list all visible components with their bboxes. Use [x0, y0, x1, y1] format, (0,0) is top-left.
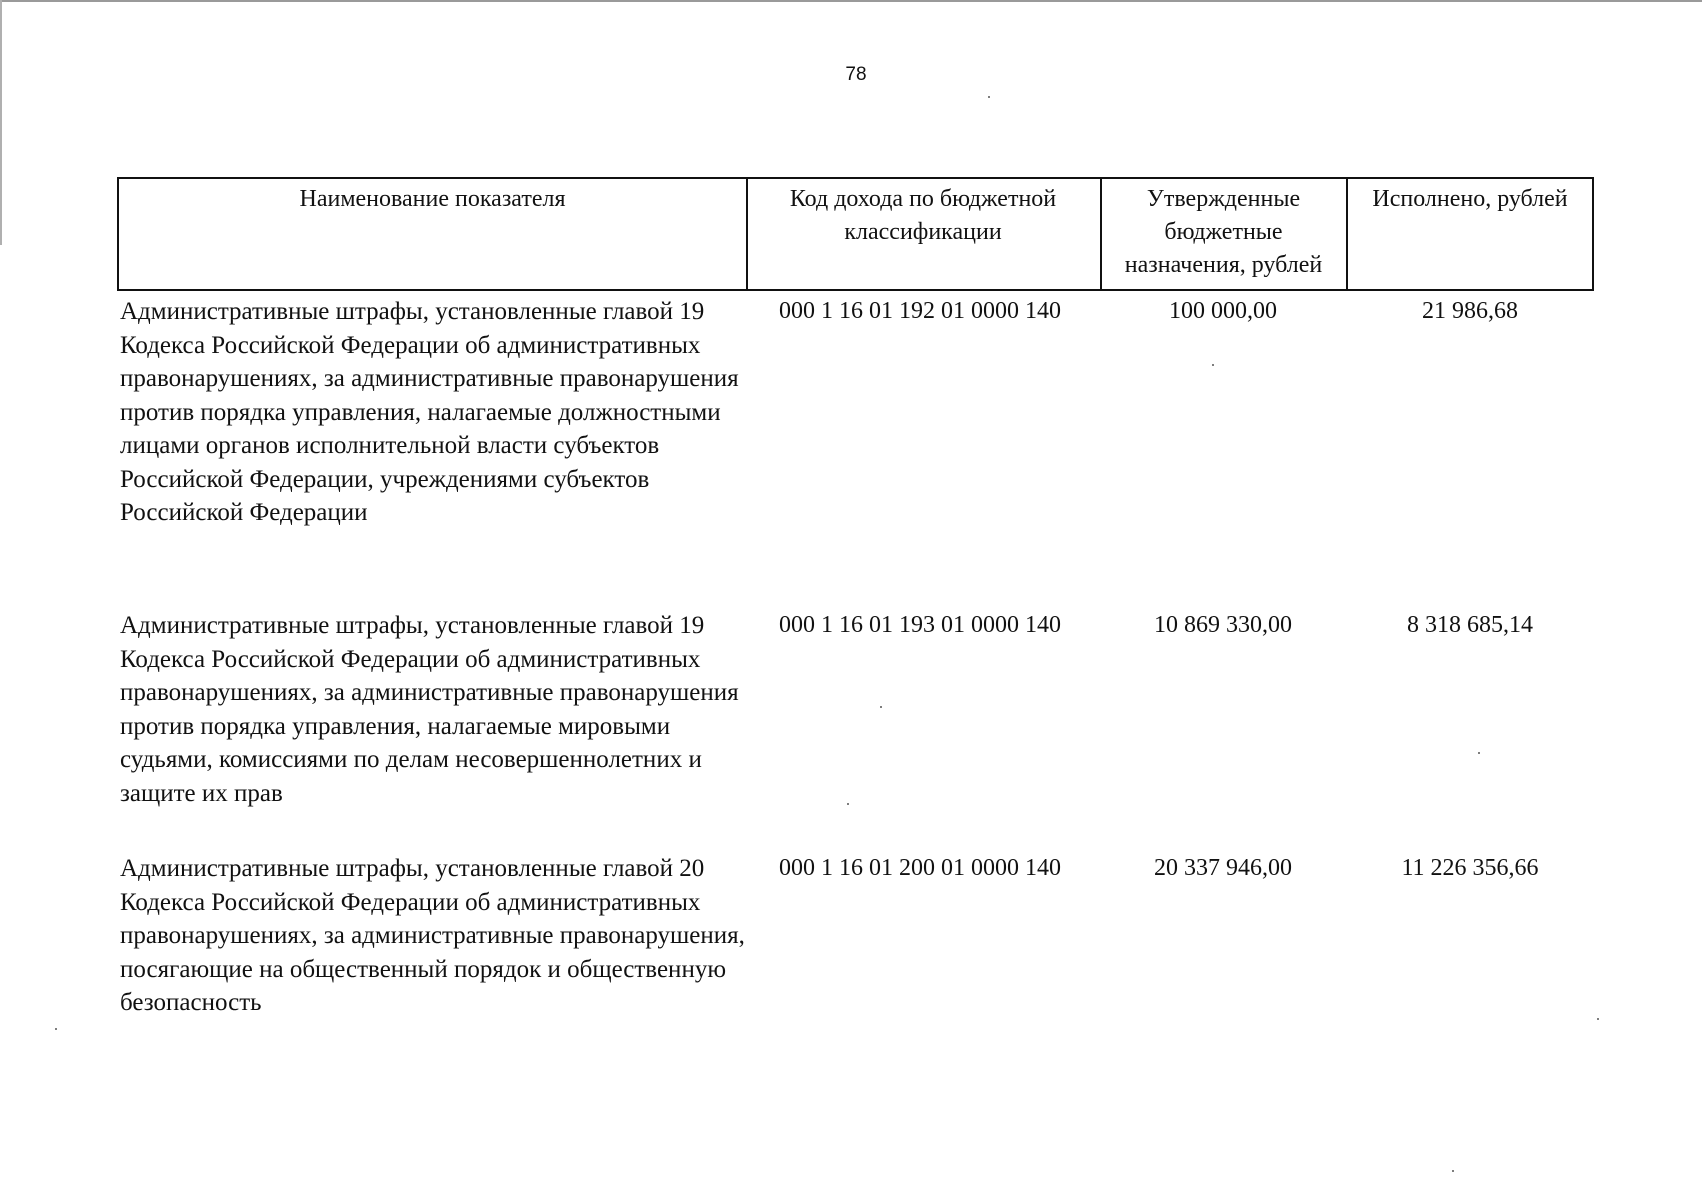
row-name: Административные штрафы, установленные главой 19 Кодекса Российской Федерации об административных правонарушениях, за административные правонарушения против порядка управления, налагаемые мировыми судьями, комиссиями по делам несовершеннолетних и защите их прав	[120, 612, 739, 807]
scan-speck	[880, 706, 882, 708]
scan-speck	[1212, 364, 1214, 366]
header-code: Код дохода по бюджетной классификации	[789, 186, 1057, 245]
scan-speck	[55, 1028, 57, 1030]
table-header	[117, 177, 1594, 291]
row-code: 000 1 16 01 193 01 0000 140	[779, 612, 1061, 638]
scan-speck	[847, 803, 849, 805]
row-code: 000 1 16 01 192 01 0000 140	[779, 298, 1061, 324]
row-approved: 10 869 330,00	[1154, 612, 1292, 638]
scan-speck	[1452, 1170, 1454, 1172]
row-executed: 8 318 685,14	[1407, 612, 1533, 638]
header-approved: Утвержденные бюджетные назначения, рублей	[1124, 186, 1323, 278]
header-executed: Исполнено, рублей	[1372, 186, 1568, 212]
page-number: 78	[845, 64, 867, 85]
scan-speck	[1478, 752, 1480, 754]
scan-speck	[988, 96, 990, 98]
row-executed: 11 226 356,66	[1401, 855, 1539, 881]
header-name: Наименование показателя	[299, 186, 566, 212]
row-name: Административные штрафы, установленные главой 19 Кодекса Российской Федерации об административных правонарушениях, за административные правонарушения против порядка управления, налагаемые должностными лицами органов исполнительной власти субъектов Российской Федерации, учреждениями субъектов Российской Федерации	[120, 298, 739, 526]
row-name: Административные штрафы, установленные главой 20 Кодекса Российской Федерации об административных правонарушениях, за административные правонарушения, посягающие на общественный порядок и общественную безопасность	[120, 855, 745, 1016]
scan-top-edge	[0, 0, 1702, 2]
row-approved: 20 337 946,00	[1154, 855, 1292, 881]
scan-left-edge	[0, 0, 2, 245]
row-executed: 21 986,68	[1422, 298, 1518, 324]
row-approved: 100 000,00	[1169, 298, 1277, 324]
scan-speck	[1597, 1018, 1599, 1020]
row-code: 000 1 16 01 200 01 0000 140	[779, 855, 1061, 881]
